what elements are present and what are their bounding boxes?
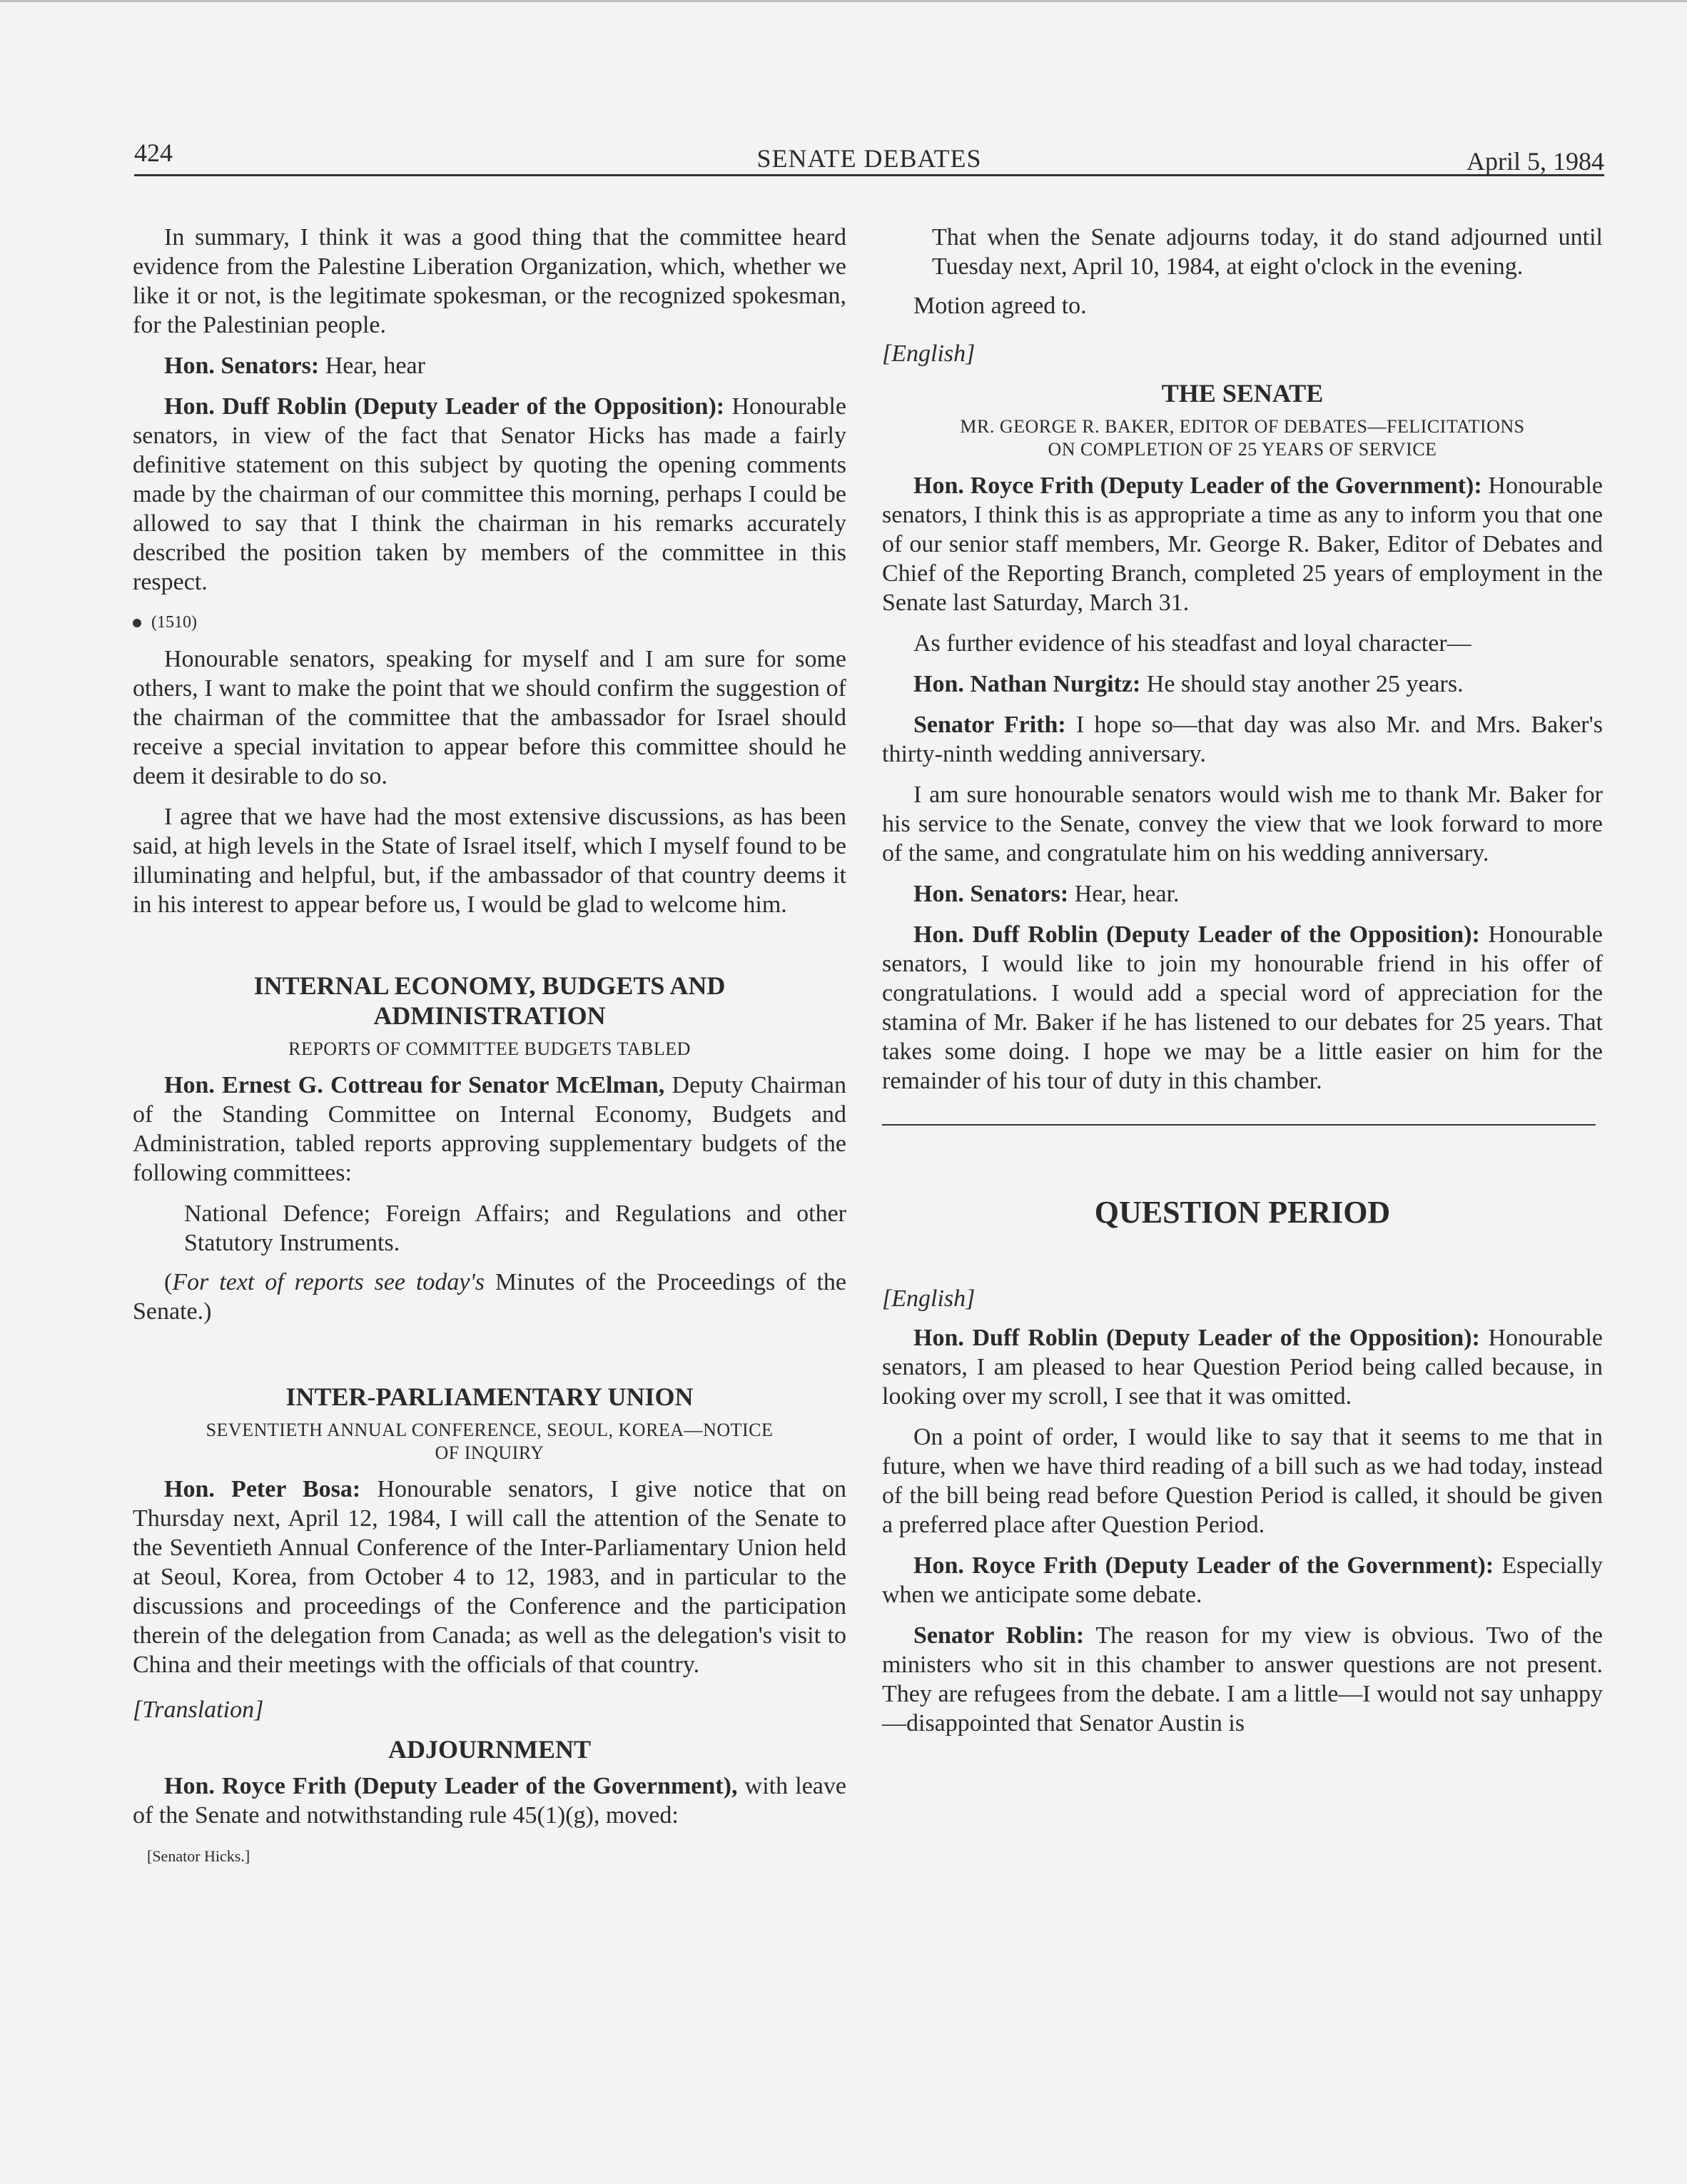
speech-text: Hear, hear bbox=[319, 353, 425, 379]
speech-text: I hope so—that day was also Mr. and Mrs. Baker's thirty-ninth wedding anniversary. bbox=[882, 712, 1603, 767]
speech-text: with leave of the Senate and notwithstanding rule 45(1)(g), moved: bbox=[133, 1773, 846, 1829]
paragraph bbox=[882, 920, 1603, 1096]
right-column bbox=[882, 223, 1603, 1749]
section-heading-senate: THE SENATE bbox=[1161, 379, 1324, 408]
paragraph bbox=[882, 1621, 1603, 1738]
section-subheading bbox=[133, 1419, 846, 1465]
section-heading-adjournment: ADJOURNMENT bbox=[388, 1735, 591, 1764]
speech-text: Minutes of the Proceedings of the Senate.) bbox=[133, 1269, 846, 1325]
speaker-name: Senator Frith: bbox=[913, 712, 1066, 738]
paragraph: Motion agreed to. bbox=[913, 293, 1087, 319]
paragraph bbox=[882, 669, 1603, 699]
bullet-icon bbox=[133, 619, 141, 627]
publication-title: SENATE DEBATES bbox=[756, 144, 982, 173]
page-date: April 5, 1984 bbox=[1466, 147, 1604, 176]
speaker-name: Hon. Peter Bosa: bbox=[164, 1476, 361, 1502]
section-subheading: REPORTS OF COMMITTEE BUDGETS TABLED bbox=[288, 1038, 691, 1059]
speech-text: Deputy Chairman of the Standing Committee on Internal Economy, Budgets and Administration, tabled reports approving supplementary budgets of the following committees: bbox=[133, 1072, 847, 1186]
paragraph bbox=[133, 1268, 846, 1326]
speech-text: The reason for my view is obvious. Two of the ministers who sit in this chamber to answer questions are not present. They are refugees from the debate. I am a little—I would not say unhappy—disappointed that Senator Austin is bbox=[882, 1622, 1604, 1736]
page-header bbox=[134, 140, 1604, 176]
time-marker-text: (1510) bbox=[151, 613, 197, 632]
section-heading-internal-economy bbox=[133, 971, 846, 1031]
speech-text: Honourable senators, I give notice that on Thursday next, April 12, 1984, I will call the attention of the Senate to the Seventieth Annual Conference of the Inter-Parliamentary Union held at Seoul, Korea, from October 4 to 12, 1983, and in particular to the discussions and proceedings of the Conference and the participation therein of the delegation from Canada; as well as the delegation's visit to China and their meetings with the officials of that country. bbox=[133, 1476, 846, 1678]
paragraph bbox=[882, 1323, 1603, 1411]
left-column bbox=[133, 223, 846, 1871]
speech-text: He should stay another 25 years. bbox=[1140, 671, 1464, 697]
paragraph bbox=[882, 879, 1603, 909]
speech-text: Honourable senators, I am pleased to hear Question Period being called because, in looking over my scroll, I see that it was omitted. bbox=[882, 1325, 1603, 1410]
footer-note: [Senator Hicks.] bbox=[147, 1847, 250, 1865]
italic-text: For text of reports see today's bbox=[172, 1269, 485, 1295]
section-heading-question-period: QUESTION PERIOD bbox=[1094, 1195, 1391, 1230]
speech-text: Especially when we anticipate some debate. bbox=[882, 1552, 1603, 1608]
time-marker bbox=[133, 608, 846, 637]
subheading-line: ON COMPLETION OF 25 YEARS OF SERVICE bbox=[1048, 439, 1437, 460]
speaker-name: Hon. Duff Roblin (Deputy Leader of the Opposition): bbox=[913, 1325, 1480, 1351]
speaker-name: Senator Roblin: bbox=[913, 1622, 1085, 1649]
paragraph: Honourable senators, speaking for myself and I am sure for some others, I want to make the point that we should confirm the suggestion of the chairman of the committee that the ambassador for Israel should receive a special invitation to appear before this committee should he deem it desirable to do so. bbox=[133, 646, 846, 789]
paragraph bbox=[133, 351, 846, 380]
paragraph bbox=[133, 1071, 846, 1188]
paragraph: On a point of order, I would like to say that it seems to me that in future, when we have third reading of a bill such as we had today, instead of the bill being read before Question Period is called, it should be given a preferred place after Question Period. bbox=[882, 1424, 1603, 1538]
speaker-name: Hon. Royce Frith (Deputy Leader of the Government): bbox=[913, 1552, 1494, 1579]
paragraph: I am sure honourable senators would wish me to thank Mr. Baker for his service to the Senate, convey the view that we look forward to more of the same, and congratulate him on his wedding anniversary. bbox=[882, 782, 1603, 866]
speech-text: Hear, hear. bbox=[1068, 881, 1180, 907]
subheading-line: OF INQUIRY bbox=[435, 1442, 544, 1463]
speaker-name: Hon. Ernest G. Cottreau for Senator McElman, bbox=[164, 1072, 665, 1098]
speech-text: Honourable senators, I think this is as appropriate a time as any to inform you that one of our senior staff members, Mr. George R. Baker, Editor of Debates and Chief of the Reporting Branch, completed 25 years of employment in the Senate last Saturday, March 31. bbox=[882, 472, 1603, 616]
subheading-line: MR. GEORGE R. BAKER, EDITOR OF DEBATES—FELICITATIONS bbox=[960, 416, 1525, 437]
page-top-border bbox=[0, 0, 1687, 2]
language-tag: [English] bbox=[882, 340, 976, 367]
paragraph bbox=[882, 710, 1603, 769]
section-heading-ipu: INTER-PARLIAMENTARY UNION bbox=[285, 1382, 694, 1411]
speech-text: Honourable senators, in view of the fact that Senator Hicks has made a fairly definitive statement on this subject by quoting the opening comments made by the chairman of our committee this morning, perhaps I could be allowed to say that I think the chairman in his remarks accurately described the position taken by members of the committee in this respect. bbox=[133, 393, 846, 595]
paragraph bbox=[133, 1475, 846, 1679]
paragraph bbox=[882, 471, 1603, 617]
page-number: 424 bbox=[134, 138, 173, 167]
speech-text: Honourable senators, I would like to join my honourable friend in his offer of congratulations. I would add a special word of appreciation for the stamina of Mr. Baker if he has listened to our debates for 25 years. That takes some doing. I hope we may be a little easier on him for the remainder of his tour of duty in this chamber. bbox=[882, 921, 1603, 1094]
language-tag: [English] bbox=[882, 1285, 976, 1312]
speaker-name: Hon. Royce Frith (Deputy Leader of the Government), bbox=[164, 1773, 738, 1799]
heading-line: INTERNAL ECONOMY, BUDGETS AND bbox=[253, 971, 726, 1000]
speaker-name: Hon. Duff Roblin (Deputy Leader of the Opposition): bbox=[164, 393, 725, 420]
speaker-name: Hon. Senators: bbox=[913, 881, 1069, 907]
paragraph bbox=[133, 392, 846, 597]
paragraph: I agree that we have had the most extensive discussions, as has been said, at high levels in the State of Israel itself, which I myself found to be illuminating and helpful, but, if the ambassador of that country deems it in his interest to appear before us, I would be glad to welcome him. bbox=[133, 804, 846, 918]
paren: ( bbox=[164, 1269, 173, 1295]
motion-text: That when the Senate adjourns today, it do stand adjourned until Tuesday next, April 10, 1984, at eight o'clock in the evening. bbox=[932, 224, 1603, 280]
subheading-line: SEVENTIETH ANNUAL CONFERENCE, SEOUL, KOREA—NOTICE bbox=[206, 1420, 774, 1440]
speaker-name: Hon. Nathan Nurgitz: bbox=[913, 671, 1141, 697]
speaker-name: Hon. Royce Frith (Deputy Leader of the Government): bbox=[913, 472, 1482, 499]
language-tag: [Translation] bbox=[133, 1697, 264, 1723]
committee-list: National Defence; Foreign Affairs; and Regulations and other Statutory Instruments. bbox=[184, 1200, 846, 1256]
speaker-name: Hon. Duff Roblin (Deputy Leader of the Opposition): bbox=[913, 921, 1480, 948]
section-subheading bbox=[882, 415, 1603, 461]
paragraph bbox=[133, 1771, 846, 1830]
paragraph: In summary, I think it was a good thing that the committee heard evidence from the Palestine Liberation Organization, which, whether we like it or not, is the legitimate spokesman, or the recognized spokesman, for the Palestinian people. bbox=[133, 224, 846, 338]
paragraph: As further evidence of his steadfast and loyal character— bbox=[913, 630, 1471, 657]
paragraph bbox=[882, 1551, 1603, 1609]
speaker-name: Hon. Senators: bbox=[164, 353, 320, 379]
heading-line: ADMINISTRATION bbox=[373, 1001, 606, 1030]
